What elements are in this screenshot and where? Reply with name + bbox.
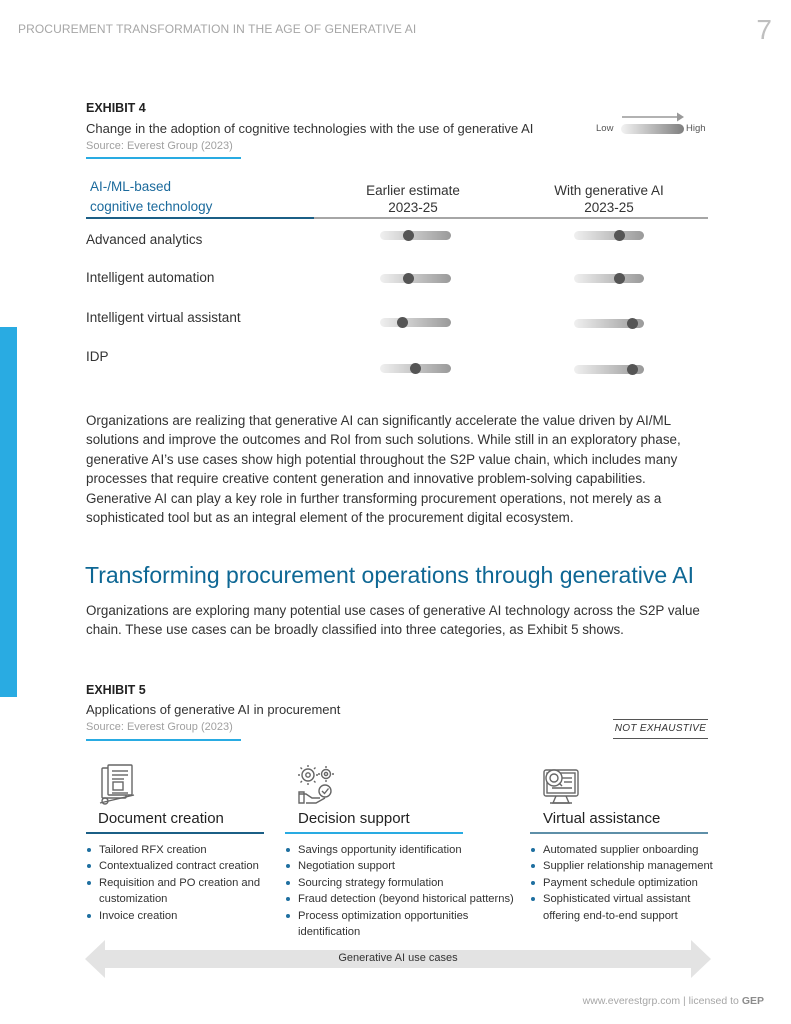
- footer-separator: | licensed to: [680, 995, 742, 1007]
- with-genai-level-marker: [627, 318, 638, 329]
- document-icon: [97, 764, 139, 806]
- earlier-slider-track: [380, 318, 451, 327]
- list-item: Tailored RFX creation: [86, 842, 274, 858]
- list-item: Supplier relationship management: [530, 858, 730, 874]
- body-paragraph-2: Organizations are exploring many potential use cases of generative AI technology across the S2P value chain. These use cases can be broadly classified into three categories, as Exhibit 5 shows.: [86, 603, 700, 638]
- list-item: Payment schedule optimization: [530, 875, 730, 891]
- list-item: Requisition and PO creation and customization: [86, 875, 274, 908]
- document-creation-list: [86, 842, 274, 924]
- not-exhaustive-rule-bottom: [613, 738, 708, 739]
- not-exhaustive-rule-top: [613, 719, 708, 720]
- list-item: Invoice creation: [86, 908, 274, 924]
- footer: [583, 995, 764, 1007]
- table-header-with-genai-line1: With generative AI: [554, 183, 664, 198]
- earlier-slider-track: [380, 231, 451, 240]
- list-item: Fraud detection (beyond historical patterns): [285, 891, 525, 907]
- category-rule-virtual-assistance: [530, 832, 708, 834]
- table-header-technology-line2: cognitive technology: [90, 199, 213, 214]
- table-row-label: Intelligent virtual assistant: [86, 310, 241, 325]
- category-title-virtual-assistance: Virtual assistance: [543, 810, 661, 827]
- section-heading: Transforming procurement operations through generative AI: [85, 562, 694, 588]
- table-row-label: IDP: [86, 349, 109, 364]
- legend-arrow-icon: [621, 110, 685, 124]
- left-accent-bar: [0, 327, 17, 697]
- category-title-document-creation: Document creation: [98, 810, 224, 827]
- table-header-technology: [90, 177, 212, 217]
- table-header-earlier-line2: 2023-25: [388, 200, 438, 215]
- exhibit4-source: Source: Everest Group (2023): [86, 140, 233, 152]
- list-item: Negotiation support: [285, 858, 525, 874]
- list-item: Sophisticated virtual assistant offering end-to-end support: [530, 891, 715, 924]
- with-genai-slider-track: [574, 231, 644, 240]
- legend-low-label: Low: [596, 123, 614, 134]
- table-header-technology-line1: AI-/ML-based: [90, 179, 172, 194]
- footer-site-link[interactable]: www.everestgrp.com: [582, 995, 681, 1007]
- table-header-rule-right: [314, 217, 708, 219]
- exhibit5-label: EXHIBIT 5: [86, 683, 146, 697]
- table-header-rule-left: [86, 217, 314, 219]
- with-genai-level-marker: [614, 230, 625, 241]
- earlier-level-marker: [397, 317, 408, 328]
- table-row-label: Intelligent automation: [86, 270, 215, 285]
- decision-support-list: [285, 842, 525, 940]
- exhibit5-source: Source: Everest Group (2023): [86, 721, 233, 733]
- list-item: Contextualized contract creation: [86, 858, 274, 874]
- running-header: PROCUREMENT TRANSFORMATION IN THE AGE OF GENERATIVE AI: [18, 22, 417, 36]
- earlier-level-marker: [403, 273, 414, 284]
- list-item: Automated supplier onboarding: [530, 842, 730, 858]
- with-genai-level-marker: [614, 273, 625, 284]
- footer-licensee: GEP: [741, 995, 764, 1007]
- with-genai-level-marker: [627, 364, 638, 375]
- table-header-earlier: [343, 182, 483, 216]
- earlier-slider-track: [380, 274, 451, 283]
- adoption-legend: [596, 110, 711, 140]
- page-number: 7: [756, 14, 772, 45]
- list-item: Sourcing strategy formulation: [285, 875, 525, 891]
- list-item: Savings opportunity identification: [285, 842, 525, 858]
- not-exhaustive-note: NOT EXHAUSTIVE: [614, 723, 707, 734]
- virtual-assistance-list: [530, 842, 730, 924]
- table-header-with-genai: [534, 182, 684, 216]
- legend-gradient-bar: [621, 124, 684, 134]
- exhibit5-source-rule: [86, 739, 241, 741]
- table-header-with-genai-line2: 2023-25: [584, 200, 634, 215]
- category-rule-decision-support: [285, 832, 463, 834]
- exhibit4-title: Change in the adoption of cognitive technologies with the use of generative AI: [86, 121, 534, 136]
- with-genai-slider-track: [574, 274, 644, 283]
- gears-decision-icon: [296, 764, 338, 806]
- table-row-label: Advanced analytics: [86, 232, 203, 247]
- earlier-level-marker: [403, 230, 414, 241]
- monitor-assistant-icon: [540, 764, 584, 806]
- list-item: Process optimization opportunities identification: [285, 908, 490, 941]
- exhibit4-label: EXHIBIT 4: [86, 101, 146, 115]
- category-title-decision-support: Decision support: [298, 810, 410, 827]
- arrow-label: Generative AI use cases: [338, 952, 458, 964]
- legend-high-label: High: [686, 123, 706, 134]
- table-header-earlier-line1: Earlier estimate: [366, 183, 460, 198]
- category-rule-document-creation: [86, 832, 264, 834]
- earlier-level-marker: [410, 363, 421, 374]
- exhibit5-title: Applications of generative AI in procurement: [86, 702, 341, 717]
- body-paragraph-1: Organizations are realizing that generative AI can significantly accelerate the value driven by AI/ML solutions and improve the outcomes and RoI from such solutions. While still in an exploratory phase, generative AI’s use cases show high potential throughout the S2P value chain, which includes many processes that require creative content generation and innovative problem-solving capabilities. Generative AI can play a key role in further transforming procurement operations, not merely as a sophisticated tool but as an integral element of the procurement digital ecosystem.: [86, 413, 681, 526]
- exhibit4-source-rule: [86, 157, 241, 159]
